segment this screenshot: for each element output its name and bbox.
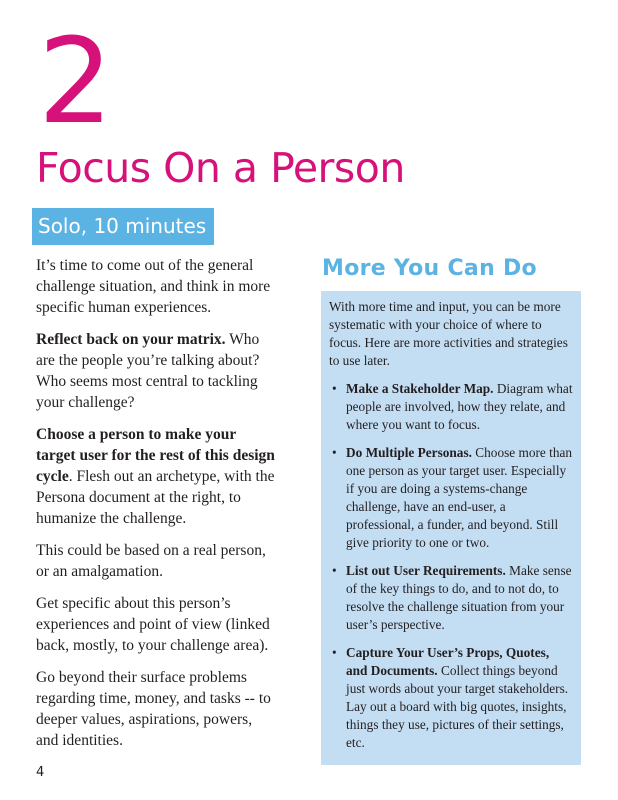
chapter-number: 2	[38, 12, 114, 150]
paragraph-basis: This could be based on a real person, or an amalgamation.	[36, 542, 266, 580]
sidebar-item-lead: Make a Stakeholder Map.	[346, 381, 494, 396]
sidebar-list-item	[329, 562, 573, 634]
sidebar-item-text: Choose more than one person as your target user. Especially if you are doing a systems-change challenge, have an end-user, a professional, a funder, and beyond. Still give priority to one or two.	[346, 445, 573, 550]
sidebar-list-item	[329, 444, 573, 552]
sidebar-item-text: Diagram what people are involved, how they relate, and where you want to focus.	[346, 381, 573, 432]
page-title: Focus On a Person	[36, 144, 405, 192]
paragraph-reflect	[36, 329, 276, 413]
sidebar-list-item	[329, 644, 573, 752]
sidebar-item-text: Make sense of the key things to do, and to not do, to resolve the challenge situation from your user’s perspective.	[346, 563, 572, 632]
sidebar-intro: With more time and input, you can be more systematic with your choice of where to focus. Here are more activities and strategies to use later.	[329, 299, 568, 368]
bullet-icon: •	[332, 645, 337, 660]
bullet-icon: •	[332, 381, 337, 396]
sidebar-item-lead: List out User Requirements.	[346, 563, 506, 578]
sidebar-title: More You Can Do	[322, 256, 537, 281]
paragraph-reflect-lead: Reflect back on your matrix.	[36, 331, 226, 348]
bullet-icon: •	[332, 563, 337, 578]
page-number: 4	[36, 765, 45, 780]
bullet-icon: •	[332, 445, 337, 460]
sidebar-box	[321, 291, 581, 765]
main-text-column	[36, 255, 276, 762]
paragraph-reflect-text: Who are the people you’re talking about? Who seems most central to tackling your challenge?	[36, 331, 260, 411]
paragraph-choose	[36, 424, 276, 529]
activity-tag: Solo, 10 minutes	[32, 208, 214, 245]
sidebar-item-text: Collect things beyond just words about your target stakeholders. Lay out a board with big quotes, insights, things they use, pictures of their settings, etc.	[346, 663, 569, 750]
sidebar-item-lead: Do Multiple Personas.	[346, 445, 472, 460]
sidebar-list-item	[329, 380, 573, 434]
paragraph-deeper: Go beyond their surface problems regarding time, money, and tasks -- to deeper values, aspirations, powers, and identities.	[36, 669, 271, 749]
sidebar-item-lead: Capture Your User’s Props, Quotes, and Documents.	[346, 645, 550, 678]
paragraph-choose-lead: Choose a person to make your target user for the rest of this design cycle	[36, 426, 275, 485]
sidebar-list	[329, 380, 573, 752]
paragraph-specific: Get specific about this person’s experiences and point of view (linked back, mostly, to your challenge area).	[36, 595, 270, 654]
paragraph-intro: It’s time to come out of the general challenge situation, and think in more specific human experiences.	[36, 257, 271, 316]
paragraph-choose-text: . Flesh out an archetype, with the Persona document at the right, to humanize the challenge.	[36, 468, 275, 527]
